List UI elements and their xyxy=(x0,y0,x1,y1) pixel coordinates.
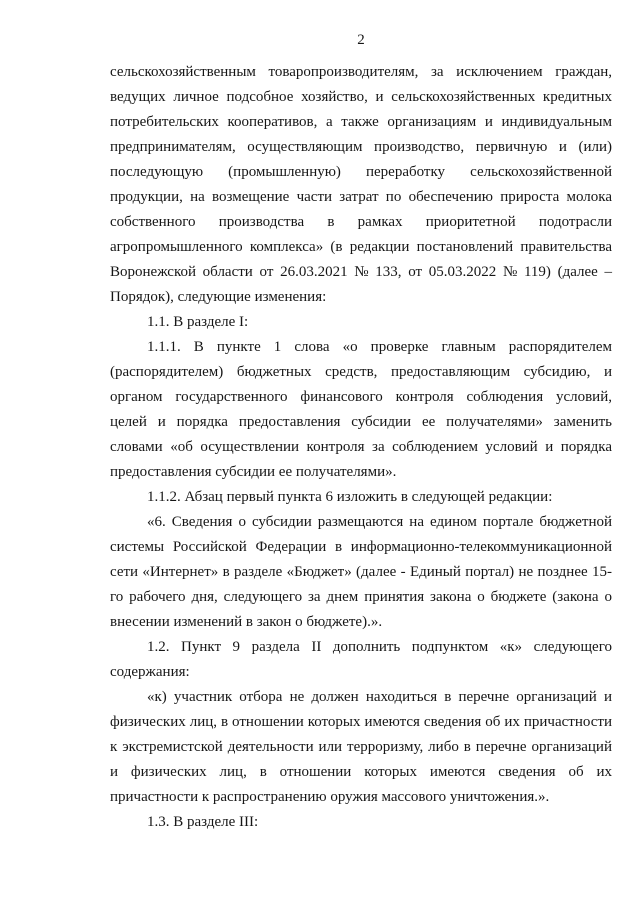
paragraph xyxy=(110,635,612,685)
text-line: продукции, на возмещение части затрат по обеспечению прироста молока xyxy=(110,189,612,205)
text-line: сети «Интернет» в разделе «Бюджет» (далее - Единый портал) не позднее 15- xyxy=(110,564,612,580)
paragraph xyxy=(110,485,612,510)
text-line: Воронежской области от 26.03.2021 № 133, от 05.03.2022 № 119) (далее – xyxy=(110,264,612,280)
text-line: 1.2. Пункт 9 раздела II дополнить подпунктом «к» следующего xyxy=(147,639,612,655)
paragraph xyxy=(110,510,612,635)
text-line: предоставления субсидии ее получателями». xyxy=(110,464,397,480)
text-line: системы Российской Федерации в информационно-телекоммуникационной xyxy=(110,539,612,555)
text-line: го рабочего дня, следующего за днем принятия закона о бюджете (закона о xyxy=(110,589,612,605)
text-line: 1.3. В разделе III: xyxy=(147,814,259,830)
paragraph xyxy=(110,685,612,810)
text-line: 1.1. В разделе I: xyxy=(147,314,249,330)
text-line: причастности к распространению оружия массового уничтожения.». xyxy=(110,789,550,805)
text-line: последующую (промышленную) переработку сельскохозяйственной xyxy=(110,164,612,180)
text-line: предпринимателям, осуществляющим производство, первичную и (или) xyxy=(110,139,612,155)
text-line: к экстремистской деятельности или терроризму, либо в перечне организаций xyxy=(110,739,612,755)
text-line: 1.1.2. Абзац первый пункта 6 изложить в следующей редакции: xyxy=(147,489,553,505)
page-number: 2 xyxy=(357,32,365,48)
text-line: 1.1.1. В пункте 1 слова «о проверке главным распорядителем xyxy=(147,339,612,355)
text-line: ведущих личное подсобное хозяйство, и сельскохозяйственных кредитных xyxy=(110,89,612,105)
text-line: сельскохозяйственным товаропроизводителям, за исключением граждан, xyxy=(110,64,612,80)
text-line: агропромышленного комплекса» (в редакции постановлений правительства xyxy=(110,239,612,255)
paragraph xyxy=(110,310,612,335)
paragraph xyxy=(110,335,612,485)
document-text xyxy=(110,60,612,835)
text-line: «к) участник отбора не должен находиться в перечне организаций и xyxy=(147,689,612,705)
text-line: и физических лиц, в отношении которых имеются сведения об их xyxy=(110,764,612,780)
text-line: внесении изменений в закон о бюджете).». xyxy=(110,614,383,630)
text-line: физических лиц, в отношении которых имеются сведения об их причастности xyxy=(110,714,612,730)
text-line: целей и порядка предоставления субсидии ее получателями» заменить xyxy=(110,414,612,430)
paragraph xyxy=(110,60,612,310)
text-line: «6. Сведения о субсидии размещаются на едином портале бюджетной xyxy=(147,514,612,530)
text-line: Порядок), следующие изменения: xyxy=(110,289,327,305)
paragraph xyxy=(110,810,612,835)
text-line: органом государственного финансового контроля соблюдения условий, xyxy=(110,389,612,405)
text-line: собственного производства в рамках приоритетной подотрасли xyxy=(110,214,612,230)
text-line: потребительских кооперативов, а также организациям и индивидуальным xyxy=(110,114,612,130)
text-line: содержания: xyxy=(110,664,190,680)
text-line: (распорядителем) бюджетных средств, предоставляющим субсидию, и xyxy=(110,364,612,380)
text-line: словами «об осуществлении контроля за соблюдением условий и порядка xyxy=(110,439,612,455)
